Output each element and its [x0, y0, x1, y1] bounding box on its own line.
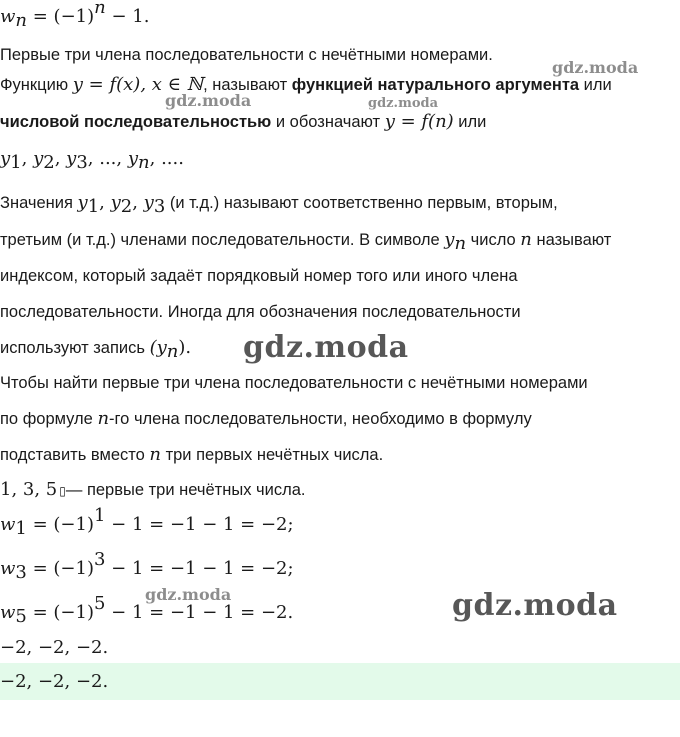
para-sub1: 1: [87, 196, 100, 217]
seq-comma4: ,: [116, 148, 128, 169]
def-formula-2: y = f(n): [384, 111, 454, 132]
method-line-3: [0, 443, 383, 467]
def-bold-2: числовой последовательностью: [0, 113, 272, 131]
para-text-2b: число: [466, 231, 521, 249]
paragraph-line-4: последовательности. Иногда для обозначения последовательности: [0, 303, 521, 321]
para-text-5a: используют запись: [0, 339, 150, 357]
calc1-eq: = (−1): [26, 514, 94, 535]
calc3-eq: = (−1): [26, 602, 94, 623]
para-sub3: 3: [153, 196, 166, 217]
calc2-sub: 3: [15, 562, 27, 583]
method-line-2: [0, 407, 532, 431]
formula-sub-n: n: [15, 10, 28, 31]
para-yn: y: [444, 229, 455, 250]
result-line: [0, 636, 108, 660]
watermark-3: gdz.moda: [368, 96, 439, 111]
para-text-2a: третьим (и т.д.) членами последовательности. В символе: [0, 231, 445, 249]
calc1-sub: 1: [15, 518, 27, 539]
def-text-2: , называют: [203, 76, 292, 94]
watermark-6: gdz.moda: [452, 588, 618, 623]
def-text-5: или: [453, 113, 487, 131]
method-line-1: Чтобы найти первые три члена последовательности с нечётными номерами: [0, 374, 588, 392]
seq-y1: y: [0, 148, 11, 169]
seq-y3: y: [66, 148, 77, 169]
answer-line: [0, 670, 108, 694]
para-text-2c: называют: [531, 231, 612, 249]
para-y2: y: [110, 192, 121, 213]
def-formula-1: y = f(x), x ∈ ℕ: [72, 74, 204, 95]
para-yn-close: ).: [178, 337, 192, 358]
para-y1: y: [77, 192, 88, 213]
method-n-2: n: [149, 444, 161, 465]
calc1-w: w: [0, 514, 16, 535]
paragraph-line-1: [0, 191, 558, 215]
watermark-1: gdz.moda: [552, 58, 639, 77]
calc1-rest: − 1 = −1 − 1 = −2;: [105, 514, 294, 535]
formula-eq: = (−1): [27, 6, 95, 27]
calc-line-1: [0, 505, 294, 539]
watermark-4: gdz.moda: [243, 330, 409, 365]
formula-wn: [0, 0, 150, 31]
calc3-w: w: [0, 602, 16, 623]
heading: Первые три члена последовательности с нечётными номерами.: [0, 46, 493, 64]
seq-y2: y: [33, 148, 44, 169]
formula-w: w: [0, 6, 16, 27]
watermark-5: gdz.moda: [145, 585, 232, 604]
calc2-w: w: [0, 558, 16, 579]
odd-text: — первые три нечётных числа.: [65, 481, 306, 499]
definition-line-1: [0, 73, 612, 97]
calc3-exp: 5: [93, 593, 106, 614]
seq-subn: n: [138, 152, 150, 173]
formula-tail: − 1.: [105, 6, 150, 27]
def-text-4: и обозначают: [271, 113, 385, 131]
seq-yn: y: [127, 148, 139, 169]
calc3-sub: 5: [15, 606, 27, 627]
calc2-rest: − 1 = −1 − 1 = −2;: [105, 558, 294, 579]
def-text-3: или: [579, 76, 612, 94]
seq-sub1: 1: [10, 152, 22, 173]
odd-nums: 1, 3, 5: [0, 479, 58, 500]
paragraph-line-3: индексом, который задаёт порядковый номер того или иного члена: [0, 267, 518, 285]
paragraph-line-5: [0, 336, 191, 360]
seq-sub2: 2: [43, 152, 55, 173]
def-text-1: Функцию: [0, 76, 73, 94]
seq-comma3: ,: [87, 148, 100, 169]
method-text-2b: -го члена последовательности, необходимо в формулу: [109, 410, 532, 428]
watermark-2: gdz.moda: [165, 91, 252, 110]
para-text-1b: (и т.д.) называют соответственно первым, вторым,: [165, 194, 558, 212]
seq-comma1: ,: [21, 148, 34, 169]
seq-end: , ....: [149, 148, 184, 169]
para-subn: n: [454, 233, 467, 254]
para-n: n: [520, 229, 532, 250]
para-y3: y: [143, 192, 154, 213]
missing-glyph-box: ▯: [59, 484, 66, 498]
seq-dots: ...: [99, 148, 117, 169]
para-comma1: ,: [99, 192, 111, 213]
answer-values: −2, −2, −2.: [0, 671, 109, 692]
calc-line-2: [0, 549, 294, 583]
calc2-exp: 3: [93, 549, 106, 570]
calc2-eq: = (−1): [26, 558, 94, 579]
formula-exp: n: [94, 0, 106, 18]
para-yn-open: (y: [149, 337, 167, 358]
def-bold-1: функцией натурального аргумента: [291, 76, 580, 94]
method-text-2a: по формуле: [0, 410, 98, 428]
method-n: n: [97, 408, 110, 429]
seq-sub3: 3: [76, 152, 88, 173]
paragraph-line-2: [0, 228, 611, 252]
method-text-3b: три первых нечётных числа.: [160, 446, 384, 464]
calc3-rest: − 1 = −1 − 1 = −2.: [105, 602, 294, 623]
calc1-exp: 1: [93, 505, 106, 526]
para-yn-sub: n: [166, 341, 179, 362]
sequence-notation: [0, 147, 184, 171]
odd-numbers-line: [0, 478, 305, 503]
definition-line-2: [0, 110, 486, 134]
para-comma2: ,: [132, 192, 144, 213]
para-sub2: 2: [120, 196, 133, 217]
result-values: −2, −2, −2.: [0, 637, 109, 658]
seq-comma2: ,: [54, 148, 67, 169]
para-text-1a: Значения: [0, 194, 78, 212]
method-text-3a: подставить вместо: [0, 446, 150, 464]
answer-box: [0, 663, 680, 700]
